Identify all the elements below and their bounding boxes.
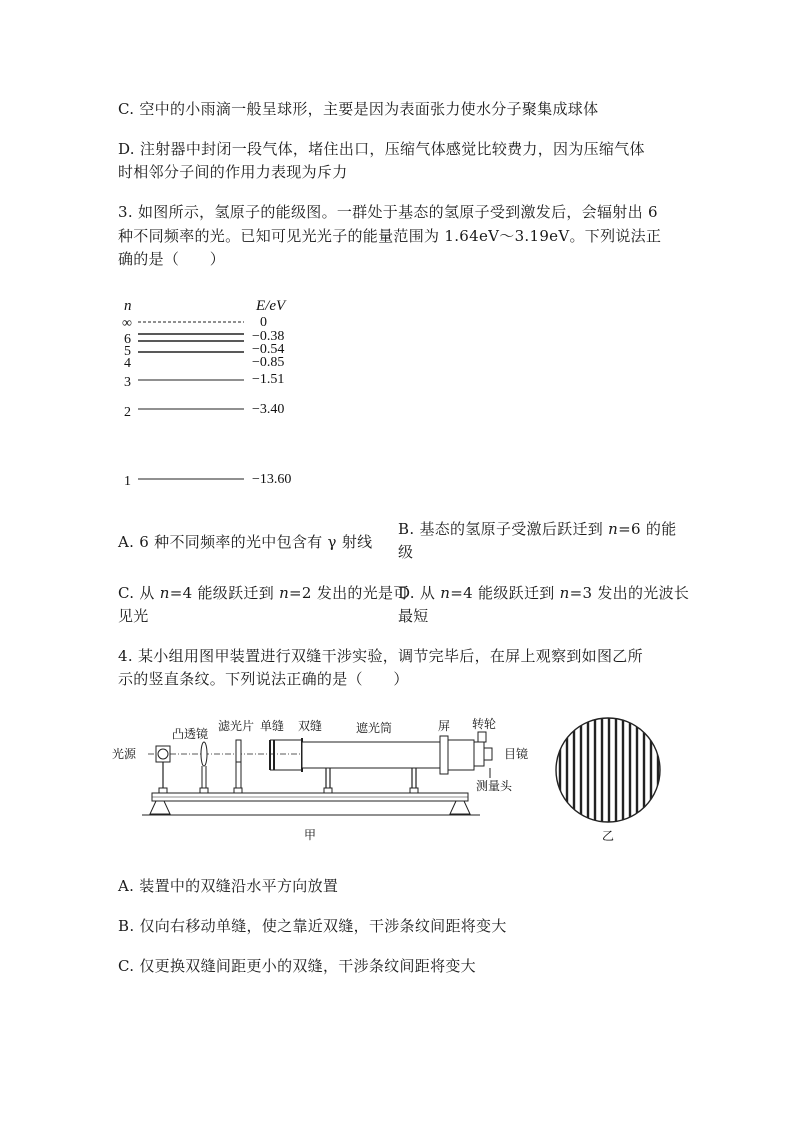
q4-option-b: B. 仅向右移动单缝，使之靠近双缝，干涉条纹间距将变大 (118, 917, 507, 935)
q2-option-d-line1: D. 注射器中封闭一段气体，堵住出口，压缩气体感觉比较费力，因为压缩气体 (118, 140, 645, 158)
q4-option-c: C. 仅更换双缝间距更小的双缝，干涉条纹间距将变大 (118, 957, 476, 975)
label-tube: 遮光筒 (356, 721, 393, 735)
vertical-fringes (552, 714, 664, 826)
level-3-energy: −1.51 (252, 372, 285, 387)
double-slit-apparatus (112, 712, 552, 850)
q4-stem-line2: 示的竖直条纹。下列说法正确的是（ ） (118, 670, 409, 688)
label-double-slit: 双缝 (298, 719, 323, 733)
level-inf-energy: 0 (260, 315, 267, 330)
slit-holder-icon (270, 738, 302, 772)
label-measuring-head: 测量头 (476, 779, 513, 793)
light-shield-tube-icon (302, 742, 440, 768)
label-convex-lens: 凸透镜 (172, 727, 209, 741)
energy-level-diagram (110, 292, 320, 494)
label-filter: 滤光片 (218, 719, 255, 733)
n-axis-header: n (124, 298, 132, 314)
label-single-slit: 单缝 (260, 719, 285, 733)
label-light-source: 光源 (112, 747, 137, 761)
level-2-energy: −3.40 (252, 402, 285, 417)
label-eyepiece: 目镜 (504, 747, 529, 761)
energy-axis-header: E/eV (256, 298, 286, 314)
screen-icon (440, 736, 474, 774)
level-4-n: 4 (124, 356, 131, 371)
optical-bench-icon (142, 793, 480, 815)
label-wheel: 转轮 (472, 717, 497, 731)
q3-option-c: C. 从 n=4 能级跃迁到 n=2 发出的光是可 (118, 584, 409, 602)
q3-option-c-line2: 见光 (118, 607, 149, 625)
level-4-energy: −0.85 (252, 355, 285, 370)
q2-option-c: C. 空中的小雨滴一般呈球形，主要是因为表面张力使水分子聚集成球体 (118, 100, 599, 118)
q3-option-a: A. 6 种不同频率的光中包含有 γ 射线 (118, 533, 373, 551)
q3-stem-line1: 3. 如图所示，氢原子的能级图。一群处于基态的氢原子受到激发后，会辐射出 6 (118, 203, 658, 221)
level-1-energy: −13.60 (252, 472, 292, 487)
measuring-head-icon (474, 732, 492, 778)
caption-yi: 乙 (602, 829, 615, 843)
convex-lens-icon (201, 742, 207, 790)
level-5-energy: −0.54 (252, 342, 285, 357)
level-1-n: 1 (124, 474, 131, 489)
level-3-n: 3 (124, 375, 131, 390)
label-screen: 屏 (438, 719, 451, 733)
q3-stem-line2: 种不同频率的光。已知可见光光子的能量范围为 1.64eV～3.19eV。下列说法正 (118, 227, 662, 245)
q3-option-b: B. 基态的氢原子受激后跃迁到 n=6 的能 (398, 520, 677, 538)
q3-option-d: D. 从 n=4 能级跃迁到 n=3 发出的光波长 (398, 584, 690, 602)
filter-icon (236, 740, 241, 790)
fringe-pattern-diagram (552, 714, 664, 844)
q3-stem-line3: 确的是（ ） (118, 250, 226, 268)
light-source-icon (156, 746, 170, 790)
level-5-n: 5 (124, 344, 131, 359)
level-2-n: 2 (124, 405, 131, 420)
q2-option-d-line2: 时相邻分子间的作用力表现为斥力 (118, 163, 348, 181)
level-6-energy: −0.38 (252, 329, 285, 344)
q3-option-d-line2: 最短 (398, 607, 429, 625)
level-inf-n: ∞ (122, 316, 132, 331)
caption-jia: 甲 (304, 828, 317, 842)
q4-option-a: A. 装置中的双缝沿水平方向放置 (118, 877, 339, 895)
level-6-n: 6 (124, 332, 131, 347)
q4-stem-line1: 4. 某小组用图甲装置进行双缝干涉实验，调节完毕后，在屏上观察到如图乙所 (118, 647, 643, 665)
q3-option-b-line2: 级 (398, 543, 414, 561)
